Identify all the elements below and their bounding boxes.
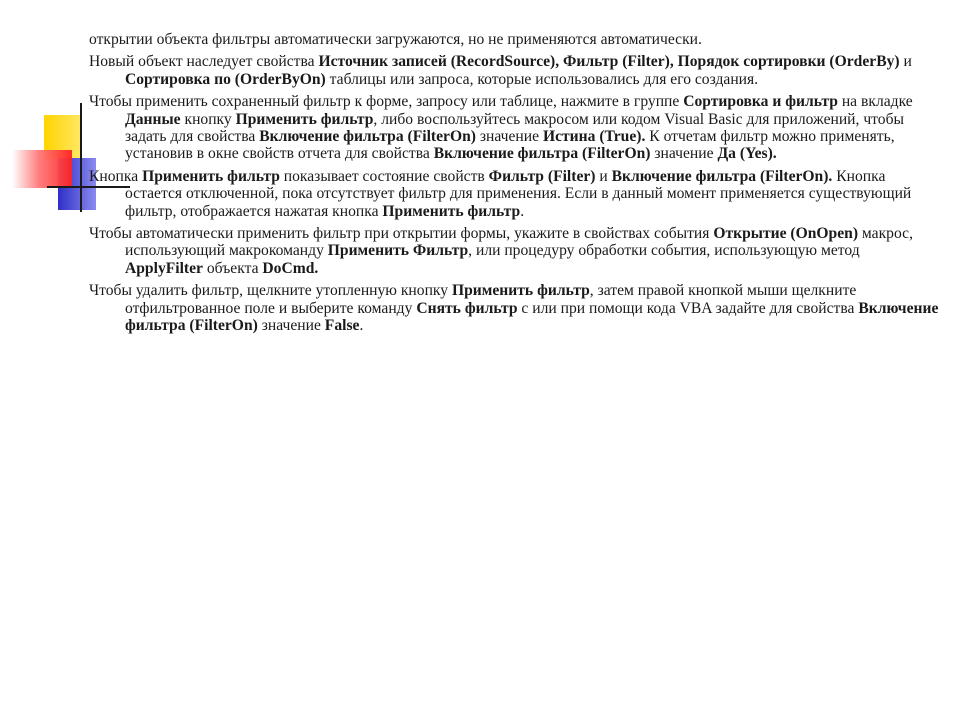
slide-body-text (89, 31, 939, 340)
bold-text-run: Применить фильтр (142, 167, 280, 185)
bold-text-run: Включение фильтра (FilterOn) (259, 128, 476, 146)
text-run: показывает состояние свойств (279, 167, 489, 185)
bold-text-run: Да (Yes). (717, 145, 777, 163)
text-run: Кнопка остается отключенной, пока отсутствует фильтр для применения. Если в данный момент применяется существующий фильтр, отображается нажатая кнопка (125, 167, 912, 220)
text-run: , или процедуру обработки события, использующую метод (468, 242, 860, 260)
bold-text-run: Открытие (OnOpen) (713, 225, 859, 243)
text-run: кнопку (180, 110, 236, 128)
bold-text-run: Источник записей (RecordSource), Фильтр (Filter), Порядок сортировки (OrderBy) (318, 53, 900, 71)
bold-text-run: Сортировка по (OrderByOn) (125, 70, 326, 88)
paragraph (89, 53, 939, 88)
text-run: , затем правой кнопкой мыши щелкните отфильтрованное поле и выберите команду (125, 282, 857, 317)
bold-text-run: Применить фильтр (382, 202, 521, 220)
text-run: и (899, 53, 912, 71)
text-run: значение (475, 128, 543, 146)
bold-text-run: Включение фильтра (FilterOn). (611, 167, 833, 185)
text-run: , либо воспользуйтесь макросом или кодом Visual Basic для приложений, чтобы задать для свойства (125, 110, 904, 146)
bold-text-run: Включение фильтра (FilterOn) (125, 299, 939, 335)
text-run: Чтобы автоматически применить фильтр при открытии формы, укажите в свойствах события (89, 225, 714, 243)
bold-text-run: Применить Фильтр (327, 242, 469, 260)
paragraph (89, 225, 939, 277)
bold-text-run: Фильтр (Filter) (488, 167, 596, 185)
text-run: таблицы или запроса, которые использовались для его создания. (325, 70, 759, 88)
text-run: К отчетам фильтр можно применять, установив в окне свойств отчета для свойства (125, 128, 895, 163)
red-square (12, 150, 72, 188)
paragraph (89, 282, 939, 334)
bold-text-run: Применить фильтр (451, 282, 590, 300)
bold-text-run: DoCmd. (262, 259, 319, 277)
bold-text-run: Истина (True). (542, 128, 646, 146)
paragraph (89, 31, 939, 48)
text-run: Чтобы удалить фильтр, щелкните утопленную кнопку (89, 282, 452, 300)
bold-text-run: Данные (125, 110, 181, 128)
text-run: объекта (202, 259, 263, 277)
text-run: открытии объекта фильтры автоматически загружаются, но не применяются автоматически. (89, 31, 702, 48)
text-run: с или при помощи кода VBA задайте для свойства (517, 299, 859, 317)
text-run: значение (257, 317, 325, 335)
text-run: значение (650, 145, 718, 163)
bold-text-run: ApplyFilter (125, 259, 203, 277)
bold-text-run: Применить фильтр (235, 110, 374, 128)
text-run: Чтобы применить сохраненный фильтр к форме, запросу или таблице, нажмите в группе (89, 93, 684, 111)
bold-text-run: False (324, 317, 360, 335)
text-run: и (595, 167, 612, 185)
bold-text-run: Включение фильтра (FilterOn) (433, 145, 651, 163)
text-run: Новый объект наследует свойства (89, 53, 319, 71)
paragraph (89, 93, 939, 163)
text-run: на вкладке (837, 93, 913, 111)
bold-text-run: Сортировка и фильтр (683, 93, 838, 111)
text-run: . (359, 317, 364, 335)
text-run: . (520, 202, 525, 220)
text-run: макрос, использующий макрокоманду (125, 225, 913, 260)
bold-text-run: Снять фильтр (416, 299, 518, 317)
text-run: Кнопка (89, 167, 143, 185)
paragraph (89, 168, 939, 220)
